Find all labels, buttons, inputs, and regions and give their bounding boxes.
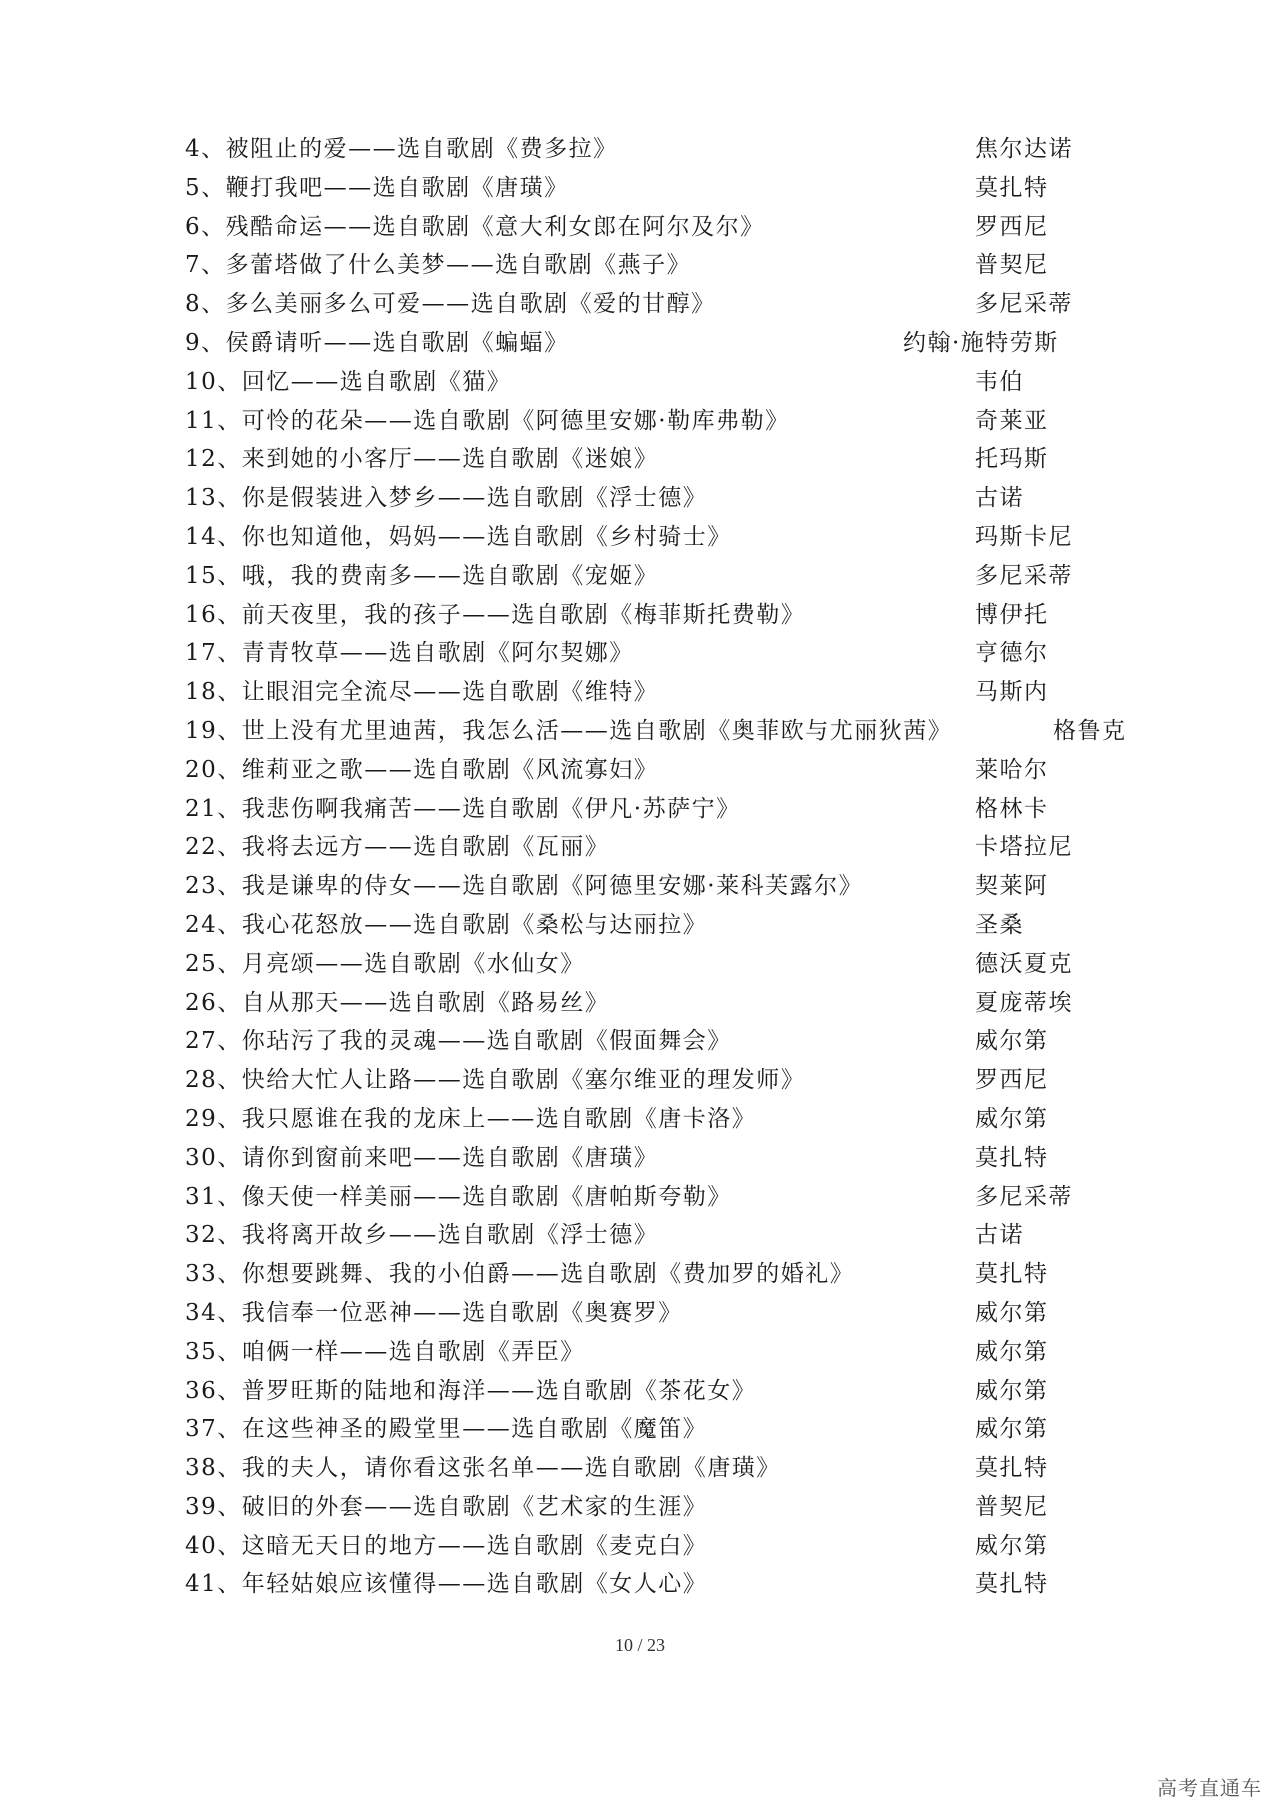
song-title: 27、你玷污了我的灵魂——选自歌剧《假面舞会》 (185, 1028, 732, 1055)
list-item (185, 634, 1095, 673)
song-title: 29、我只愿谁在我的龙床上——选自歌剧《唐卡洛》 (185, 1105, 757, 1132)
song-title: 37、在这些神圣的殿堂里——选自歌剧《魔笛》 (185, 1416, 708, 1443)
list-item (185, 1139, 1095, 1178)
song-title: 14、你也知道他，妈妈——选自歌剧《乡村骑士》 (185, 523, 732, 550)
composer-name: 莱哈尔 (975, 756, 1049, 783)
song-title: 28、快给大忙人让路——选自歌剧《塞尔维亚的理发师》 (185, 1067, 806, 1094)
song-title: 10、回忆——选自歌剧《猫》 (185, 368, 512, 395)
composer-name: 古诺 (975, 1222, 1024, 1249)
list-item (185, 984, 1095, 1023)
list-item (185, 1488, 1095, 1527)
song-title: 16、前天夜里，我的孩子——选自歌剧《梅菲斯托费勒》 (185, 601, 806, 628)
list-item (185, 285, 1095, 324)
song-title: 11、可怜的花朵——选自歌剧《阿德里安娜·勒库弗勒》 (185, 407, 790, 434)
watermark: 高考直通车 (1157, 1776, 1262, 1800)
composer-name: 莫扎特 (975, 174, 1049, 201)
composer-name: 莫扎特 (975, 1455, 1049, 1482)
list-item (185, 1022, 1095, 1061)
list-item (185, 906, 1095, 945)
song-title: 17、青青牧草——选自歌剧《阿尔契娜》 (185, 640, 634, 667)
list-item (185, 828, 1095, 867)
song-title: 26、自从那天——选自歌剧《路易丝》 (185, 989, 610, 1016)
repertoire-list (185, 130, 1127, 1604)
composer-name: 莫扎特 (975, 1261, 1049, 1288)
list-item (185, 440, 1095, 479)
composer-name: 威尔第 (975, 1338, 1049, 1365)
list-item (185, 1294, 1095, 1333)
composer-name: 韦伯 (975, 368, 1024, 395)
composer-name: 德沃夏克 (975, 950, 1073, 977)
list-item (185, 596, 1095, 635)
song-title: 8、多么美丽多么可爱——选自歌剧《爱的甘醇》 (185, 291, 716, 318)
song-title: 25、月亮颂——选自歌剧《水仙女》 (185, 950, 585, 977)
list-item (185, 130, 1095, 169)
composer-name: 威尔第 (975, 1532, 1049, 1559)
song-title: 21、我悲伤啊我痛苦——选自歌剧《伊凡·苏萨宁》 (185, 795, 741, 822)
list-item (185, 1527, 1095, 1566)
list-item (185, 169, 1095, 208)
composer-name: 威尔第 (975, 1377, 1049, 1404)
composer-name: 多尼采蒂 (975, 1183, 1073, 1210)
composer-name: 托玛斯 (975, 446, 1049, 473)
composer-name: 奇莱亚 (975, 407, 1049, 434)
composer-name: 普契尼 (975, 1493, 1049, 1520)
song-title: 40、这暗无天日的地方——选自歌剧《麦克白》 (185, 1532, 708, 1559)
song-title: 34、我信奉一位恶神——选自歌剧《奥赛罗》 (185, 1299, 683, 1326)
list-item (185, 479, 1095, 518)
list-item (185, 208, 1095, 247)
list-item (185, 751, 1095, 790)
song-title: 5、鞭打我吧——选自歌剧《唐璜》 (185, 174, 569, 201)
composer-name: 格林卡 (975, 795, 1049, 822)
song-title: 7、多蕾塔做了什么美梦——选自歌剧《燕子》 (185, 252, 692, 279)
list-item (185, 1255, 1095, 1294)
song-title: 13、你是假装进入梦乡——选自歌剧《浮士德》 (185, 485, 708, 512)
song-title: 18、让眼泪完全流尽——选自歌剧《维特》 (185, 679, 659, 706)
composer-name: 罗西尼 (975, 213, 1049, 240)
song-title: 23、我是谦卑的侍女——选自歌剧《阿德里安娜·莱科芙露尔》 (185, 873, 864, 900)
list-item (185, 1216, 1095, 1255)
composer-name: 契莱阿 (975, 873, 1049, 900)
page-number: 10 / 23 (614, 1635, 665, 1655)
list-item (185, 867, 1095, 906)
list-item (185, 324, 1095, 363)
list-item (185, 246, 1095, 285)
composer-name: 夏庞蒂埃 (975, 989, 1073, 1016)
list-item (185, 1178, 1095, 1217)
list-item (185, 402, 1095, 441)
list-item (185, 1061, 1095, 1100)
list-item (185, 1410, 1095, 1449)
composer-name: 格鲁克 (1053, 717, 1127, 744)
list-item (185, 518, 1095, 557)
composer-name: 威尔第 (975, 1105, 1049, 1132)
composer-name: 多尼采蒂 (975, 291, 1073, 318)
song-title: 33、你想要跳舞、我的小伯爵——选自歌剧《费加罗的婚礼》 (185, 1261, 855, 1288)
composer-name: 古诺 (975, 485, 1024, 512)
composer-name: 焦尔达诺 (975, 136, 1073, 162)
composer-name: 博伊托 (975, 601, 1049, 628)
list-item (185, 712, 1127, 751)
list-item (185, 790, 1095, 829)
song-title: 12、来到她的小客厅——选自歌剧《迷娘》 (185, 446, 659, 473)
composer-name: 威尔第 (975, 1299, 1049, 1326)
composer-name: 罗西尼 (975, 1067, 1049, 1094)
song-title: 39、破旧的外套——选自歌剧《艺术家的生涯》 (185, 1493, 708, 1520)
list-item (185, 1372, 1095, 1411)
composer-name: 莫扎特 (975, 1144, 1049, 1171)
song-title: 41、年轻姑娘应该懂得——选自歌剧《女人心》 (185, 1571, 708, 1598)
composer-name: 约翰·施特劳斯 (903, 329, 1059, 356)
list-item (185, 1100, 1095, 1139)
list-item (185, 1333, 1095, 1372)
composer-name: 马斯内 (975, 679, 1049, 706)
song-title: 20、维莉亚之歌——选自歌剧《风流寡妇》 (185, 756, 659, 783)
composer-name: 威尔第 (975, 1416, 1049, 1443)
song-title: 19、世上没有尤里迪茜，我怎么活——选自歌剧《奥菲欧与尤丽狄茜》 (185, 717, 953, 744)
list-item (185, 363, 1095, 402)
song-title: 31、像天使一样美丽——选自歌剧《唐帕斯夸勒》 (185, 1183, 732, 1210)
song-title: 4、被阻止的爱——选自歌剧《费多拉》 (185, 136, 618, 162)
song-title: 9、侯爵请听——选自歌剧《蝙蝠》 (185, 329, 569, 356)
song-title: 32、我将离开故乡——选自歌剧《浮士德》 (185, 1222, 659, 1249)
song-title: 6、残酷命运——选自歌剧《意大利女郎在阿尔及尔》 (185, 213, 765, 240)
song-title: 35、咱俩一样——选自歌剧《弄臣》 (185, 1338, 585, 1365)
song-title: 36、普罗旺斯的陆地和海洋——选自歌剧《茶花女》 (185, 1377, 757, 1404)
list-item (185, 673, 1095, 712)
song-title: 15、哦，我的费南多——选自歌剧《宠姬》 (185, 562, 659, 589)
composer-name: 卡塔拉尼 (975, 834, 1073, 861)
composer-name: 亨德尔 (975, 640, 1049, 667)
song-title: 22、我将去远方——选自歌剧《瓦丽》 (185, 834, 610, 861)
composer-name: 普契尼 (975, 252, 1049, 279)
list-item (185, 557, 1095, 596)
list-item (185, 1449, 1095, 1488)
composer-name: 圣桑 (975, 911, 1024, 938)
composer-name: 莫扎特 (975, 1571, 1049, 1598)
song-title: 30、请你到窗前来吧——选自歌剧《唐璜》 (185, 1144, 659, 1171)
song-title: 24、我心花怒放——选自歌剧《桑松与达丽拉》 (185, 911, 708, 938)
list-item (185, 1565, 1095, 1604)
composer-name: 多尼采蒂 (975, 562, 1073, 589)
song-title: 38、我的夫人，请你看这张名单——选自歌剧《唐璜》 (185, 1455, 781, 1482)
list-item (185, 945, 1095, 984)
composer-name: 玛斯卡尼 (975, 523, 1073, 550)
composer-name: 威尔第 (975, 1028, 1049, 1055)
